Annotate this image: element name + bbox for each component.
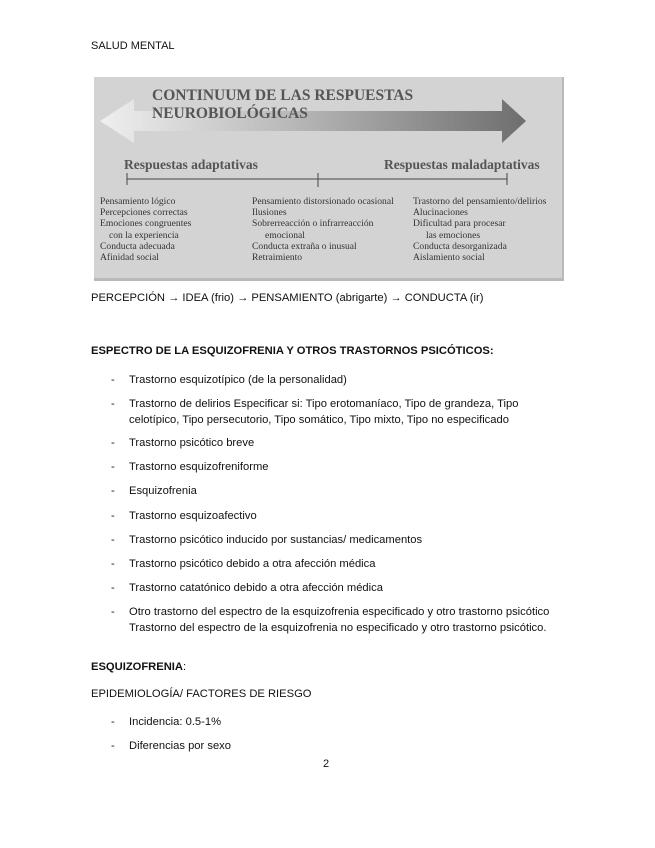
column-item: emocional <box>265 229 305 241</box>
column-item: Ilusiones <box>252 207 287 219</box>
adaptive-column <box>100 196 191 263</box>
maladaptive-column <box>413 196 546 263</box>
column-item: Dificultad para procesar <box>413 218 506 230</box>
spectrum-heading: ESPECTRO DE LA ESQUIZOFRENIA Y OTROS TRASTORNOS PSICÓTICOS: <box>91 345 494 357</box>
schizophrenia-heading: ESQUIZOFRENIA: <box>91 661 187 673</box>
column-item: las emociones <box>426 229 481 241</box>
page-header: SALUD MENTAL <box>91 40 175 52</box>
maladaptive-label: Respuestas maladaptativas <box>384 157 540 172</box>
column-item: Sobrerreacción o infrarreacción <box>252 218 374 230</box>
column-item: Pensamiento lógico <box>100 196 176 207</box>
epidemiology-subheading: EPIDEMIOLOGÍA/ FACTORES DE RIESGO <box>91 688 312 700</box>
page-number: 2 <box>323 758 330 770</box>
column-item: Pensamiento distorsionado ocasional <box>252 196 394 207</box>
column-item: Conducta desorganizada <box>413 240 507 252</box>
figure-title: CONTINUUM DE LAS RESPUESTAS NEUROBIOLÓGICAS <box>152 87 414 122</box>
perception-flow-line: PERCEPCIÓN → IDEA (frio) → PENSAMIENTO (abrigarte) → CONDUCTA (ir) <box>91 292 484 304</box>
column-item: Conducta extraña o inusual <box>252 240 357 252</box>
column-item: Alucinaciones <box>413 207 468 219</box>
column-item: Aislamiento social <box>413 252 485 264</box>
column-item: Afinidad social <box>100 252 159 264</box>
column-item: Conducta adecuada <box>100 240 175 252</box>
continuum-figure <box>94 77 564 281</box>
column-item: Emociones congruentes <box>100 218 192 230</box>
column-item: Percepciones correctas <box>100 207 188 219</box>
column-item: Retraimiento <box>252 252 303 264</box>
adaptive-label: Respuestas adaptativas <box>124 157 258 172</box>
column-item: con la experiencia <box>109 229 179 241</box>
intermediate-column <box>252 196 394 263</box>
column-item: Trastorno del pensamiento/delirios <box>413 196 547 207</box>
